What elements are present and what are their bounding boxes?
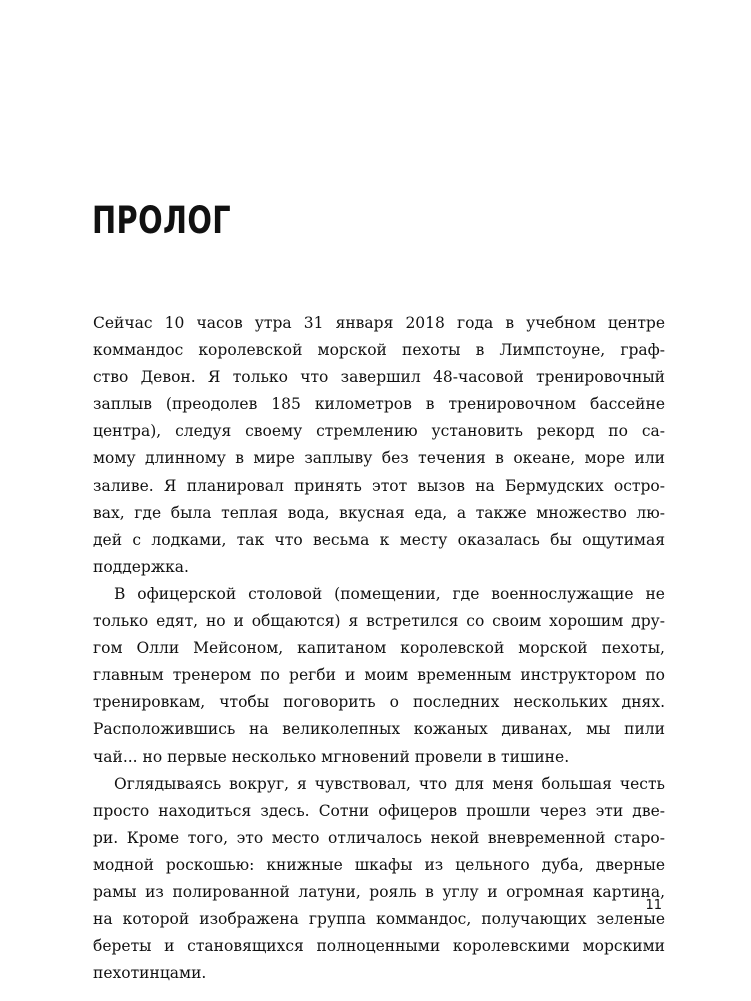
text-line: ри. Кроме того, это место отличалось некой вневременной старо-: [93, 828, 665, 847]
text-line: на которой изображена группа коммандос, получающих зеленые: [93, 910, 665, 929]
text-line: береты и становящихся полноценными королевскими морскими: [93, 937, 665, 956]
paragraph-2: [93, 581, 665, 771]
text-line: Сейчас 10 часов утра 31 января 2018 года в учебном центре: [93, 314, 665, 332]
text-line: тренировкам, чтобы поговорить о последних нескольких днях.: [93, 693, 665, 712]
text-line: мому длинному в мире заплыву без течения в океане, море или: [93, 449, 665, 468]
text-line: коммандос королевской морской пехоты в Лимпстоуне, граф-: [93, 341, 665, 360]
text-line: поддержка.: [93, 557, 189, 576]
text-line: главным тренером по регби и моим временным инструктором по: [93, 666, 665, 685]
text-line: гом Олли Мейсоном, капитаном королевской морской пехоты,: [93, 639, 665, 658]
paragraph-3: [93, 771, 665, 988]
text-line: заплыв (преодолев 185 километров в тренировочном бассейне: [93, 395, 665, 414]
chapter-title: ПРОЛОГ: [92, 199, 232, 242]
text-line: В офицерской столовой (помещении, где военнослужащие не: [114, 584, 665, 603]
paragraph-1: [93, 310, 665, 581]
text-line: дей с лодками, так что весьма к месту оказалась бы ощутимая: [93, 530, 665, 549]
text-line: заливе. Я планировал принять этот вызов на Бермудских остро-: [93, 476, 665, 495]
text-line: рамы из полированной латуни, рояль в углу и огромная картина,: [93, 882, 665, 901]
text-line: модной роскошью: книжные шкафы из цельного дуба, дверные: [93, 855, 665, 874]
text-line: только едят, но и общаются) я встретился со своим хорошим дру-: [93, 612, 665, 631]
text-line: центра), следуя своему стремлению установить рекорд по са-: [93, 422, 665, 441]
text-line: Расположившись на великолепных кожаных диванах, мы пили: [93, 720, 665, 739]
text-line: пехотинцами.: [93, 964, 207, 983]
text-line: чай... но первые несколько мгновений провели в тишине.: [93, 747, 570, 766]
text-line: просто находиться здесь. Сотни офицеров прошли через эти две-: [93, 801, 665, 820]
text-line: ство Девон. Я только что завершил 48-часовой тренировочный: [93, 368, 665, 387]
body-text: [93, 310, 665, 987]
text-line: вах, где была теплая вода, вкусная еда, а также множество лю-: [93, 503, 665, 522]
page-number: 11: [645, 898, 662, 913]
text-line: Оглядываясь вокруг, я чувствовал, что для меня большая честь: [114, 774, 665, 793]
